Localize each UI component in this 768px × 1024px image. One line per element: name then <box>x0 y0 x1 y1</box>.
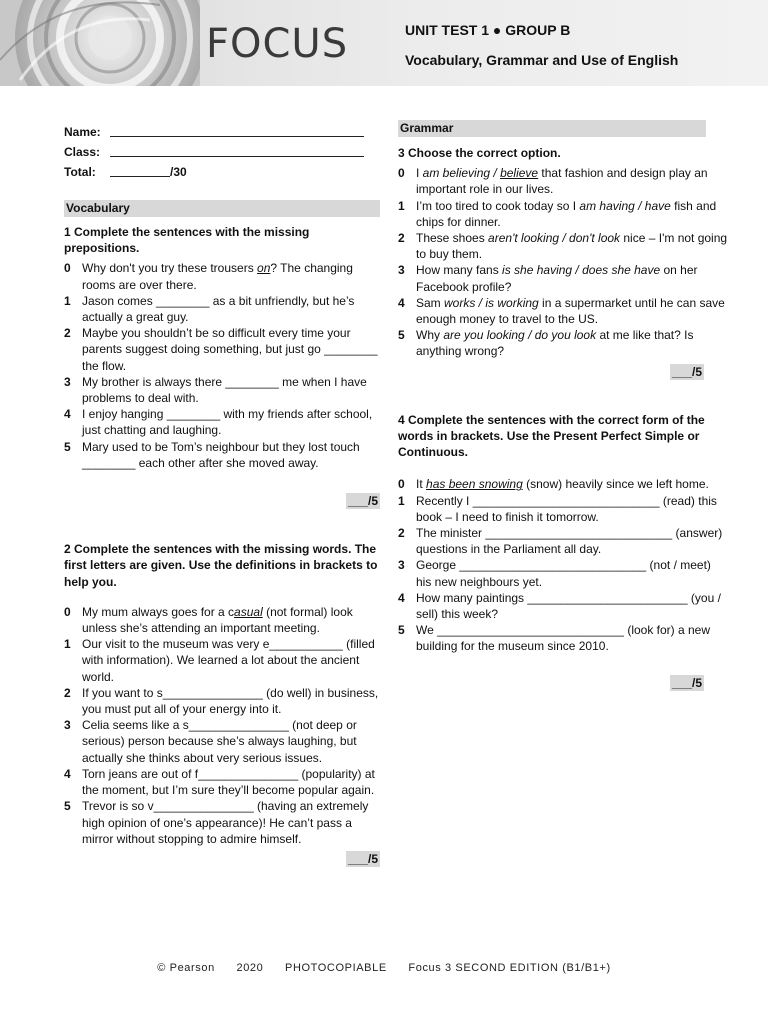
list-item <box>64 293 380 325</box>
list-item <box>398 622 728 654</box>
item-text: The minister ____________________________ (answer) questions in the Parliament all day. <box>416 526 723 557</box>
item-number: 3 <box>398 263 405 278</box>
item-number: 1 <box>64 293 71 308</box>
total-field[interactable] <box>110 164 170 177</box>
list-item <box>398 493 728 525</box>
item-text: Celia seems like a s_______________ (not deep or serious) person because she’s always laughing, but actually she thinks about very serious issues. <box>82 718 357 765</box>
list-item <box>398 198 728 230</box>
score-box[interactable]: ___/5 <box>671 364 702 379</box>
item-text <box>82 260 380 292</box>
class-field[interactable] <box>110 144 364 157</box>
item-text-part: It <box>416 477 427 492</box>
item-number: 4 <box>64 407 71 422</box>
footer-edition: Focus 3 SECOND EDITION (B1/B1+) <box>408 962 611 974</box>
item-text-part: fish and chips for dinner. <box>416 198 717 229</box>
item-number: 0 <box>64 261 71 276</box>
example-answer: asual <box>234 604 263 619</box>
item-number: 4 <box>398 590 405 605</box>
exercise-2-score <box>64 851 380 867</box>
item-number: 5 <box>64 439 71 454</box>
item-text-part: Why <box>416 328 444 343</box>
item-number: 1 <box>398 198 405 213</box>
item-number: 5 <box>398 328 405 343</box>
list-item <box>64 798 380 847</box>
list-item <box>64 439 380 471</box>
item-text-part: at me like that? Is anything wrong? <box>416 328 694 359</box>
brand-logo-text: FOCUS <box>206 21 349 67</box>
name-row <box>64 120 380 140</box>
grammar-section-title: Grammar <box>398 120 706 137</box>
item-text: My brother is always there ________ me when I have problems to deal with. <box>82 374 367 406</box>
option-text[interactable]: works / is working <box>444 295 539 310</box>
list-item <box>64 685 380 717</box>
item-number: 2 <box>64 685 71 700</box>
item-text-part: (not formal) look unless she’s attending an important meeting. <box>82 604 353 636</box>
item-text <box>416 230 728 262</box>
item-text: Jason comes ________ as a bit unfriendly, but he’s actually a great guy. <box>82 293 355 325</box>
exercise-1-instruction: 1 Complete the sentences with the missing prepositions. <box>64 225 310 256</box>
score-box[interactable]: ___/5 <box>347 494 378 509</box>
item-text-part: that fashion and design play an important role in our lives. <box>416 166 708 197</box>
list-item <box>398 327 728 359</box>
item-text-part: ? The changing rooms are over there. <box>82 261 353 292</box>
item-text <box>416 327 728 359</box>
score-box[interactable]: ___/5 <box>671 675 702 690</box>
example-answer: has been snowing <box>426 477 523 492</box>
name-field[interactable] <box>110 124 364 137</box>
item-text-part: Why don't you try these trousers <box>82 261 258 276</box>
vocabulary-section-title: Vocabulary <box>64 200 380 217</box>
list-item <box>64 260 380 292</box>
footer-photocopiable: PHOTOCOPIABLE <box>285 962 387 974</box>
item-number: 3 <box>64 374 71 389</box>
item-text: We ____________________________ (look for) a new building for the museum since 2010. <box>416 623 711 654</box>
exercise-3-instruction: 3 Choose the correct option. <box>398 146 561 160</box>
exercise-2-items <box>64 604 380 847</box>
item-text: Mary used to be Tom’s neighbour but they lost touch ________ each other after she moved away. <box>82 439 360 470</box>
item-text <box>416 165 728 197</box>
item-text: Our visit to the museum was very e___________ (filled with information). We learned a lot about the ancient world. <box>82 637 375 684</box>
list-item <box>398 590 728 622</box>
focus-logo-swirl <box>0 0 200 86</box>
item-number: 0 <box>398 166 405 181</box>
item-text: I enjoy hanging ________ with my friends after school, just chatting and laughing. <box>82 407 373 438</box>
page-header <box>0 0 768 86</box>
page-footer <box>0 962 768 974</box>
item-text-part: I <box>416 166 423 181</box>
option-text[interactable]: are you looking / do you look <box>443 328 597 343</box>
item-text: George ____________________________ (not / meet) his new neighbours yet. <box>416 558 711 589</box>
item-number: 5 <box>64 799 71 814</box>
total-row <box>64 160 380 180</box>
list-item <box>64 604 380 636</box>
right-column <box>398 120 728 691</box>
item-text <box>416 476 728 492</box>
exercise-4-instruction: 4 Complete the sentences with the correct form of the words in brackets. Use the Present Perfect Simple or Continuous. <box>398 412 705 460</box>
exercise-1-score <box>64 493 380 509</box>
list-item <box>64 766 380 798</box>
item-text: How many paintings ________________________ (you / sell) this week? <box>416 590 721 622</box>
item-text: Maybe you shouldn’t be so difficult every time your parents suggest doing something, but just go ________ the flow. <box>82 326 378 373</box>
item-text <box>416 262 728 294</box>
name-label: Name: <box>64 124 101 139</box>
item-text-part: in a supermarket until he can save enough money to travel to the US. <box>416 295 725 327</box>
footer-copyright: © Pearson <box>157 962 215 974</box>
left-column <box>64 120 380 867</box>
option-text[interactable]: is she having / does she have <box>502 263 661 278</box>
option-text: am believing <box>422 166 491 181</box>
item-number: 4 <box>64 766 71 781</box>
item-text-part: (snow) heavily since we left home. <box>522 477 709 492</box>
item-text-part: nice – I'm not going to buy them. <box>416 231 728 262</box>
item-text: Trevor is so v_______________ (having an extremely high opinion of one’s appearance)! He can’t pass a mirror without stopping to admire himself. <box>82 799 369 846</box>
unit-title: UNIT TEST 1 ● GROUP B <box>405 22 571 38</box>
item-text: Torn jeans are out of f_______________ (popularity) at the moment, but I’m sure they’ll become popular again. <box>82 766 375 798</box>
list-item <box>398 295 728 327</box>
list-item <box>398 525 728 557</box>
list-item <box>398 230 728 262</box>
list-item <box>64 406 380 438</box>
example-answer: on <box>257 261 271 276</box>
item-text-part: on her Facebook profile? <box>416 263 698 294</box>
list-item <box>398 557 728 589</box>
item-number: 4 <box>398 295 405 310</box>
total-label: Total: <box>64 164 96 179</box>
exercise-2-instruction: 2 Complete the sentences with the missing words. The first letters are given. Use the definitions in brackets to help you. <box>64 542 378 589</box>
list-item <box>64 325 380 374</box>
exercise-4-score <box>398 675 704 691</box>
list-item <box>64 374 380 406</box>
item-text <box>416 198 728 230</box>
option-text[interactable]: am having / have <box>579 198 671 213</box>
item-number: 2 <box>398 526 405 541</box>
item-text-part: I’m too tired to cook today so I <box>416 198 580 213</box>
class-row <box>64 140 380 160</box>
list-item <box>398 165 728 197</box>
item-number: 1 <box>398 493 405 508</box>
list-item <box>64 717 380 766</box>
item-number: 2 <box>64 326 71 341</box>
item-text-part: My mum always goes for a c <box>82 604 235 619</box>
class-label: Class: <box>64 144 101 159</box>
example-answer: believe <box>500 166 539 181</box>
item-text-part: These shoes <box>416 231 489 246</box>
item-text: If you want to s_______________ (do well) in business, you must put all of your energy into it. <box>82 685 379 717</box>
unit-subtitle: Vocabulary, Grammar and Use of English <box>405 52 679 68</box>
exercise-3-items <box>398 165 728 359</box>
list-item <box>398 476 728 492</box>
item-number: 0 <box>398 477 405 492</box>
exercise-3-score <box>398 364 704 380</box>
item-number: 3 <box>64 718 71 733</box>
item-number: 5 <box>398 623 405 638</box>
item-text: Recently I ____________________________ (read) this book – I need to finish it tomorrow. <box>416 493 717 524</box>
option-separator: / <box>490 166 501 181</box>
item-text <box>82 604 380 636</box>
item-number: 1 <box>64 637 71 652</box>
item-text-part: Sam <box>416 295 445 310</box>
total-suffix: /30 <box>170 164 187 179</box>
list-item <box>64 636 380 685</box>
item-number: 0 <box>64 604 71 619</box>
exercise-4-items <box>398 476 728 654</box>
item-number: 3 <box>398 558 405 573</box>
option-text[interactable]: aren't looking / don't look <box>488 231 621 246</box>
item-text <box>416 295 728 327</box>
footer-year: 2020 <box>236 962 264 974</box>
exercise-1-items <box>64 260 380 471</box>
item-text-part: How many fans <box>416 263 503 278</box>
item-number: 2 <box>398 231 405 246</box>
score-box[interactable]: ___/5 <box>347 851 378 866</box>
list-item <box>398 262 728 294</box>
